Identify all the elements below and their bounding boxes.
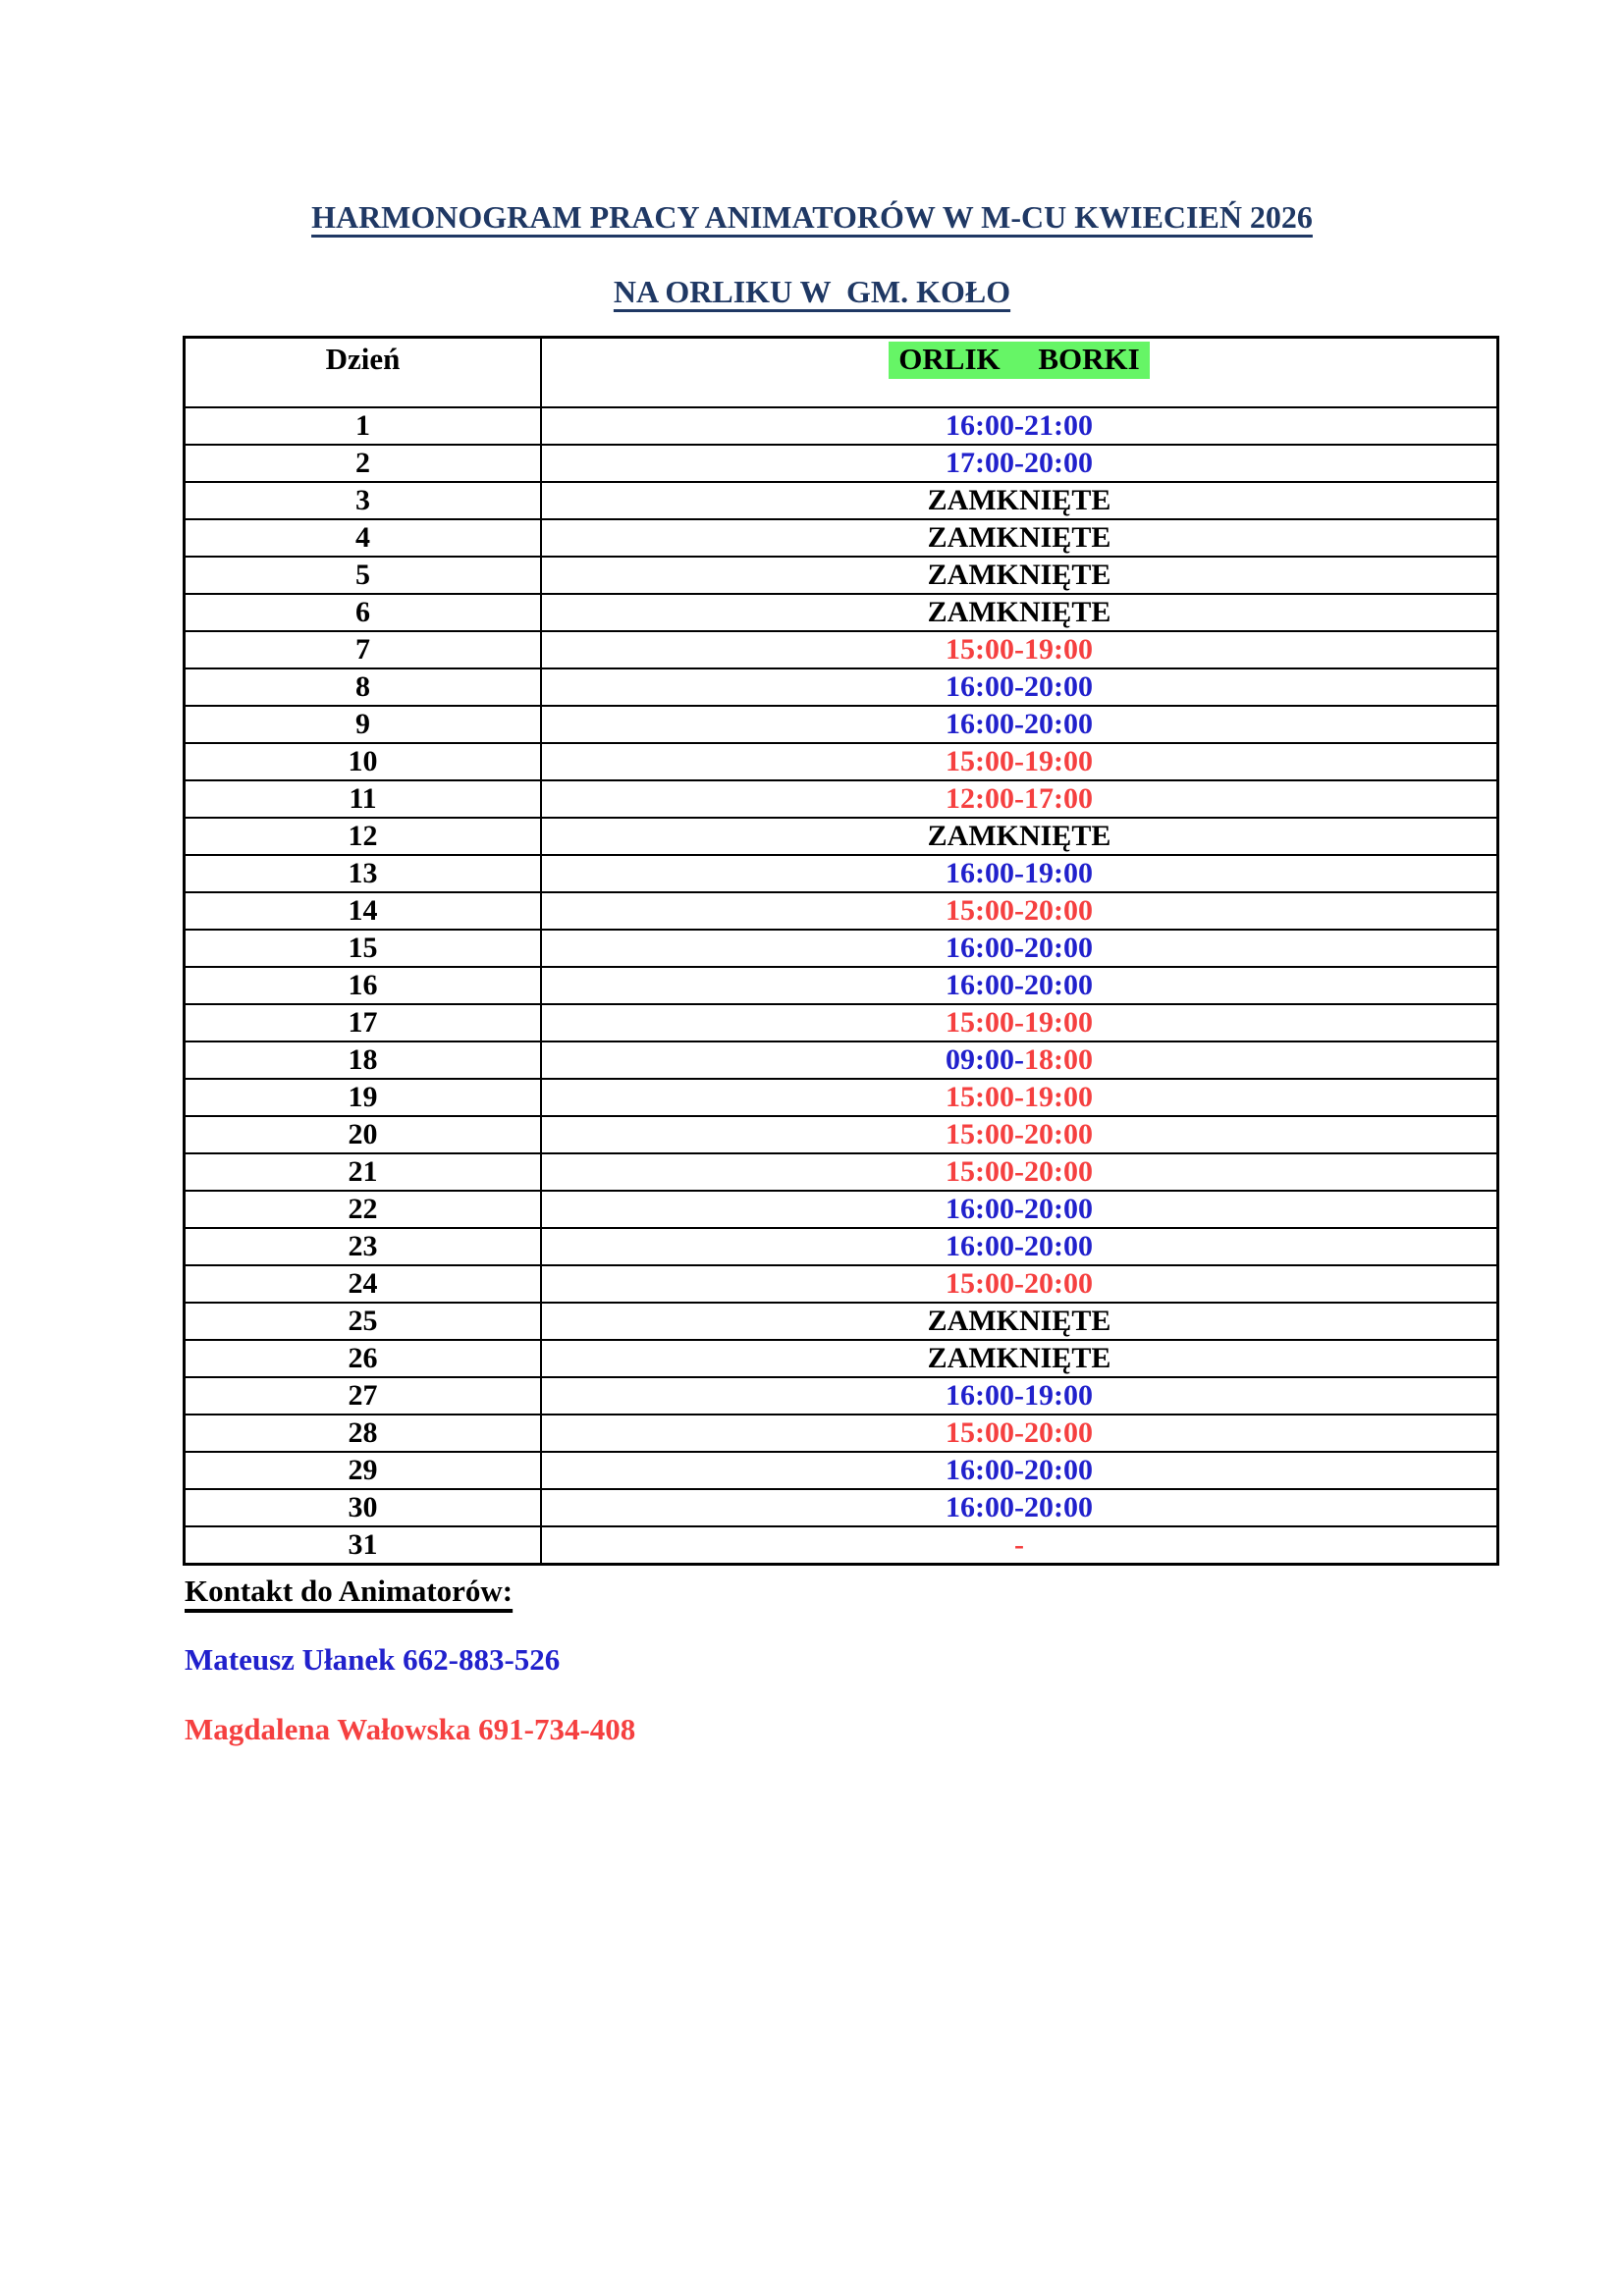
table-row [185, 557, 1498, 594]
hours-cell [541, 407, 1498, 445]
hours-text: ZAMKNIĘTE [927, 1305, 1111, 1337]
hours-text: 16:00-19:00 [946, 857, 1093, 889]
table-row [185, 445, 1498, 482]
table-row [185, 780, 1498, 818]
hours-text: 15:00-20:00 [946, 1118, 1093, 1150]
table-row [185, 1377, 1498, 1415]
header-row [185, 338, 1498, 408]
hours-text: 15:00-19:00 [946, 1081, 1093, 1113]
day-cell: 14 [185, 892, 542, 930]
hours-cell [541, 1415, 1498, 1452]
day-cell: 23 [185, 1228, 542, 1265]
hours-text: 15:00-20:00 [946, 1155, 1093, 1188]
hours-cell [541, 631, 1498, 668]
hours-cell [541, 818, 1498, 855]
hours-text: 16:00-20:00 [946, 932, 1093, 964]
day-cell: 8 [185, 668, 542, 706]
day-cell: 1 [185, 407, 542, 445]
day-cell: 21 [185, 1153, 542, 1191]
hours-cell [541, 1452, 1498, 1489]
hours-text: ZAMKNIĘTE [927, 820, 1111, 852]
hours-text: ZAMKNIĘTE [927, 596, 1111, 628]
day-cell: 13 [185, 855, 542, 892]
hours-cell [541, 1265, 1498, 1303]
table-row [185, 930, 1498, 967]
hours-text: 16:00-19:00 [946, 1379, 1093, 1412]
table-row [185, 668, 1498, 706]
hours-text: 17:00-20:00 [946, 447, 1093, 479]
hours-text: ZAMKNIĘTE [927, 484, 1111, 516]
schedule-table [183, 336, 1499, 1566]
day-cell: 3 [185, 482, 542, 519]
table-row [185, 1153, 1498, 1191]
hours-text: 12:00-17:00 [946, 782, 1093, 815]
location-column-header [541, 338, 1498, 408]
hours-text: ZAMKNIĘTE [927, 1342, 1111, 1374]
hours-cell [541, 1340, 1498, 1377]
hours-cell [541, 930, 1498, 967]
contact-entries [185, 1641, 1624, 1748]
day-column-header-label: Dzień [325, 342, 401, 376]
hours-text: 15:00-19:00 [946, 745, 1093, 777]
day-cell: 5 [185, 557, 542, 594]
day-cell: 6 [185, 594, 542, 631]
table-row [185, 1041, 1498, 1079]
hours-cell [541, 1153, 1498, 1191]
day-cell: 29 [185, 1452, 542, 1489]
hours-cell [541, 1079, 1498, 1116]
day-cell: 25 [185, 1303, 542, 1340]
hours-cell [541, 519, 1498, 557]
schedule-body [185, 407, 1498, 1565]
table-row [185, 482, 1498, 519]
contact-section [185, 1574, 1624, 1748]
hours-text: 16:00-20:00 [946, 708, 1093, 740]
day-cell: 12 [185, 818, 542, 855]
table-row [185, 519, 1498, 557]
hours-cell [541, 1303, 1498, 1340]
contact-entry: Mateusz Ułanek 662-883-526 [185, 1642, 561, 1677]
hours-cell [541, 482, 1498, 519]
day-cell: 2 [185, 445, 542, 482]
hours-text: 15:00-20:00 [946, 1267, 1093, 1300]
hours-text: 15:00-20:00 [946, 1416, 1093, 1449]
hours-cell [541, 1489, 1498, 1526]
hours-text: 15:00-20:00 [946, 894, 1093, 927]
table-row [185, 1191, 1498, 1228]
table-row [185, 1079, 1498, 1116]
table-row [185, 743, 1498, 780]
table-row [185, 1415, 1498, 1452]
day-cell: 19 [185, 1079, 542, 1116]
hours-cell [541, 743, 1498, 780]
contact-entry: Magdalena Wałowska 691-734-408 [185, 1712, 636, 1746]
hours-cell [541, 594, 1498, 631]
hours-cell [541, 1228, 1498, 1265]
hours-cell [541, 706, 1498, 743]
hours-cell [541, 445, 1498, 482]
day-cell: 31 [185, 1526, 542, 1565]
day-cell: 26 [185, 1340, 542, 1377]
day-cell: 30 [185, 1489, 542, 1526]
document-title-line1: HARMONOGRAM PRACY ANIMATORÓW W M-CU KWIECIEŃ 2026 [311, 199, 1313, 235]
day-cell: 11 [185, 780, 542, 818]
table-row [185, 1526, 1498, 1565]
table-row [185, 1303, 1498, 1340]
day-cell: 17 [185, 1004, 542, 1041]
location-column-header-label: ORLIK BORKI [889, 342, 1149, 379]
hours-text: ZAMKNIĘTE [927, 521, 1111, 554]
hours-text: 16:00-20:00 [946, 969, 1093, 1001]
hours-text: 16:00-20:00 [946, 1193, 1093, 1225]
day-cell: 22 [185, 1191, 542, 1228]
table-row [185, 594, 1498, 631]
day-cell: 16 [185, 967, 542, 1004]
hours-text: 15:00-19:00 [946, 633, 1093, 666]
hours-cell [541, 668, 1498, 706]
table-row [185, 855, 1498, 892]
table-row [185, 631, 1498, 668]
hours-cell [541, 892, 1498, 930]
table-row [185, 407, 1498, 445]
hours-cell [541, 557, 1498, 594]
hours-text: - [1014, 1528, 1024, 1561]
day-cell: 24 [185, 1265, 542, 1303]
table-row [185, 967, 1498, 1004]
document-title-line2: NA ORLIKU W GM. KOŁO [613, 274, 1011, 309]
hours-text: 16:00-21:00 [946, 409, 1093, 442]
hours-text: 16:00-20:00 [946, 1491, 1093, 1523]
hours-text: 15:00-19:00 [946, 1006, 1093, 1039]
hours-cell [541, 967, 1498, 1004]
day-cell: 9 [185, 706, 542, 743]
table-row [185, 818, 1498, 855]
table-row [185, 1452, 1498, 1489]
hours-cell [541, 1041, 1498, 1079]
day-cell: 18 [185, 1041, 542, 1079]
contact-heading: Kontakt do Animatorów: [185, 1574, 514, 1608]
table-row [185, 706, 1498, 743]
day-cell: 10 [185, 743, 542, 780]
hours-cell [541, 855, 1498, 892]
day-cell: 27 [185, 1377, 542, 1415]
table-row [185, 1116, 1498, 1153]
hours-text: 18:00 [1023, 1043, 1093, 1076]
hours-cell [541, 1191, 1498, 1228]
day-cell: 15 [185, 930, 542, 967]
hours-cell [541, 1377, 1498, 1415]
day-cell: 4 [185, 519, 542, 557]
hours-text: 16:00-20:00 [946, 670, 1093, 703]
day-cell: 20 [185, 1116, 542, 1153]
table-row [185, 1340, 1498, 1377]
hours-cell [541, 780, 1498, 818]
table-row [185, 1265, 1498, 1303]
hours-cell [541, 1526, 1498, 1565]
hours-text: 16:00-20:00 [946, 1230, 1093, 1262]
table-row [185, 1489, 1498, 1526]
hours-cell [541, 1116, 1498, 1153]
table-row [185, 1228, 1498, 1265]
table-row [185, 892, 1498, 930]
day-cell: 7 [185, 631, 542, 668]
hours-cell [541, 1004, 1498, 1041]
hours-text: ZAMKNIĘTE [927, 559, 1111, 591]
table-row [185, 1004, 1498, 1041]
hours-text: 09:00- [946, 1043, 1024, 1076]
day-column-header [185, 338, 542, 408]
hours-text: 16:00-20:00 [946, 1454, 1093, 1486]
schedule-header [185, 338, 1498, 408]
day-cell: 28 [185, 1415, 542, 1452]
